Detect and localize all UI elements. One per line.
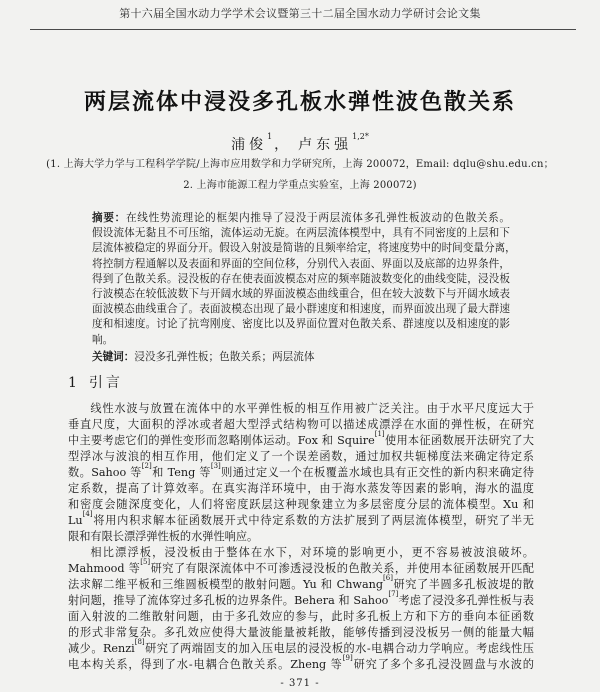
- author-separator: ，: [274, 137, 293, 153]
- keywords-text: 浸没多孔弹性板；色散关系；两层流体: [134, 351, 315, 363]
- section-title: 引言: [88, 375, 123, 391]
- keywords-label: 关键词：: [92, 351, 135, 363]
- text-run: 和 Teng 等: [151, 466, 211, 479]
- author-list: [0, 132, 600, 155]
- text-run: 研究了多个多孔浸没圆盘与水波的: [352, 658, 534, 671]
- body-line: [68, 462, 534, 481]
- text-run: 将用内积求解本征函数展开式中待定系数的方法扩展到了两层流体模型，研究了半无: [92, 514, 534, 527]
- body-line: [68, 590, 534, 609]
- text-run: 研究了两端固支的加入压电层的浸没板的水-电耦合动力学响应。考虑线性压: [144, 642, 534, 655]
- text-run: Mahmood 等: [68, 562, 141, 575]
- abstract-line: 将控制方程通解以及表面和界面的空间位移，分别代入表面、界面以及底部的边界条件，: [92, 257, 510, 270]
- keywords: [92, 350, 510, 365]
- body-line: 相比漂浮板，浸没板由于整体在水下，对环境的影响更小，更不容易被波浪破坏。: [90, 546, 534, 559]
- body-line: [68, 558, 534, 577]
- abstract-line: 得到了色散关系。浸没板的存在使表面波模态对应的频率随波数变化的曲线变陡，浸没板: [92, 272, 510, 285]
- citation-ref: [6]: [383, 574, 393, 582]
- body-line: 线性水波与放置在流体中的水平弹性板的相互作用被广泛关注。由于水平尺度远大于: [90, 402, 534, 415]
- author-name: 浦俊: [231, 137, 268, 153]
- body-line: 型浮冰与波浪的相互作用，他们定义了一个误差函数，通过加权共轭梯度法来确定待定系: [68, 450, 534, 463]
- text-run: 研究了有限深流体中不可渗透浸没板的色散关系，并使用本征函数展开匹配: [150, 562, 534, 575]
- body-line: [68, 638, 534, 657]
- body-line: [68, 430, 534, 449]
- text-run: 研究了半圆多孔板波堤的散: [392, 578, 534, 591]
- body-line: 限和有限长漂浮弹性板的水弹性响应。: [68, 530, 259, 543]
- running-header: 第十六届全国水动力学学术会议暨第三十二届全国水动力学研讨会论文集: [119, 7, 481, 20]
- body-line: 面入射波的二维散射问题，由于多孔效应的参与，此时多孔板上方和下方的垂向本征函数: [68, 610, 534, 623]
- text-run: 使用本征函数展开法研究了大: [384, 434, 534, 447]
- paper-title: 两层流体中浸没多孔板水弹性波色散关系: [83, 90, 516, 115]
- body-line: [68, 510, 534, 529]
- body-line: 垂直尺度，大面积的浮冰或者超大型浮式结构物可以描述成漂浮在水面的弹性板，在研究: [68, 418, 534, 431]
- text-run: 数。Sahoo 等: [68, 466, 142, 479]
- abstract: [92, 211, 516, 348]
- text-run: 减少。Renzi: [68, 642, 135, 655]
- citation-ref: [1]: [374, 430, 385, 438]
- text-run: Lu: [68, 514, 83, 527]
- citation-ref: [5]: [140, 558, 151, 566]
- abstract-line: 行波模态在较低波数下与开阔水域的界面波模态曲线重合，但在较大波数下与开阔水域表: [92, 288, 510, 301]
- section-number: 1: [68, 375, 77, 391]
- citation-ref: [8]: [134, 638, 145, 646]
- text-run: 射问题，推导了流体穿过多孔板的边界条件。Behera 和 Sahoo: [68, 594, 389, 607]
- page-number: - 371 -: [280, 678, 320, 689]
- citation-ref: [2]: [141, 462, 152, 470]
- text-run: 则通过定义一个在板覆盖水域也具有正交性的新内积来确定待: [220, 466, 534, 479]
- text-run: 法求解二维平板和三维圆板模型的散射问题。Yu 和 Chwang: [68, 578, 384, 591]
- body-line: [68, 574, 534, 593]
- abstract-line: [92, 211, 510, 226]
- author-affiliation-mark: 1,2*: [352, 132, 369, 141]
- citation-ref: [9]: [342, 654, 353, 662]
- abstract-label: 摘要：: [92, 212, 126, 224]
- author-name: 卢东强: [298, 137, 353, 153]
- abstract-line: 面波模态曲线重合了。表面波模态出现了最小群速度和相速度，而界面波出现了最大群速: [92, 303, 510, 316]
- body-line: 的形式非常复杂。多孔效应使得大量波能量被耗散，能够传播到浸没板另一侧的能量大幅: [68, 626, 534, 639]
- abstract-line: 响。: [92, 333, 114, 346]
- citation-ref: [4]: [82, 510, 93, 518]
- body-line: [68, 654, 534, 673]
- text-run: 考虑了浸没多孔弹性板与表: [398, 594, 534, 607]
- affiliation-line: (1. 上海大学力学与工程科学学院/上海市应用数学和力学研究所，上海 200072，Email: dqlu@shu.edu.cn；: [46, 159, 554, 170]
- abstract-line: 假设流体无黏且不可压缩，流体运动无旋。在两层流体模型中，具有不同密度的上层和下: [92, 227, 510, 240]
- section-heading: [68, 374, 123, 392]
- author-affiliation-mark: 1: [267, 132, 273, 141]
- citation-ref: [3]: [210, 462, 221, 470]
- text-run: 在线性势流理论的框架内推导了浸没于两层流体多孔弹性板波动的色散关系。: [125, 212, 510, 224]
- header-rule: [30, 29, 576, 30]
- body-text: [68, 401, 534, 673]
- abstract-line: 层流体被稳定的界面分开。假设入射波是简谐的且频率给定，将速度势中的时间变量分离，: [92, 242, 516, 255]
- text-run: 电本构关系，得到了水-电耦合色散关系。Zheng 等: [68, 658, 343, 671]
- body-line: 和密度会随深度变化，人们将密度跃层这种现象建立为多层密度分层的流体模型。Xu 和: [68, 498, 534, 511]
- text-run: 中主要考虑它们的弹性变形而忽略刚体运动。Fox 和 Squire: [68, 434, 375, 447]
- abstract-line: 度和相速度。讨论了抗弯刚度、密度比以及界面位置对色散关系、群速度以及相速度的影: [92, 318, 510, 331]
- body-line: 定系数，提高了计算效率。在真实海洋环境中，由于海水蒸发等因素的影响，海水的温度: [68, 482, 534, 495]
- citation-ref: [7]: [388, 590, 399, 598]
- affiliation-line: 2. 上海市能源工程力学重点实验室，上海 200072): [183, 180, 417, 191]
